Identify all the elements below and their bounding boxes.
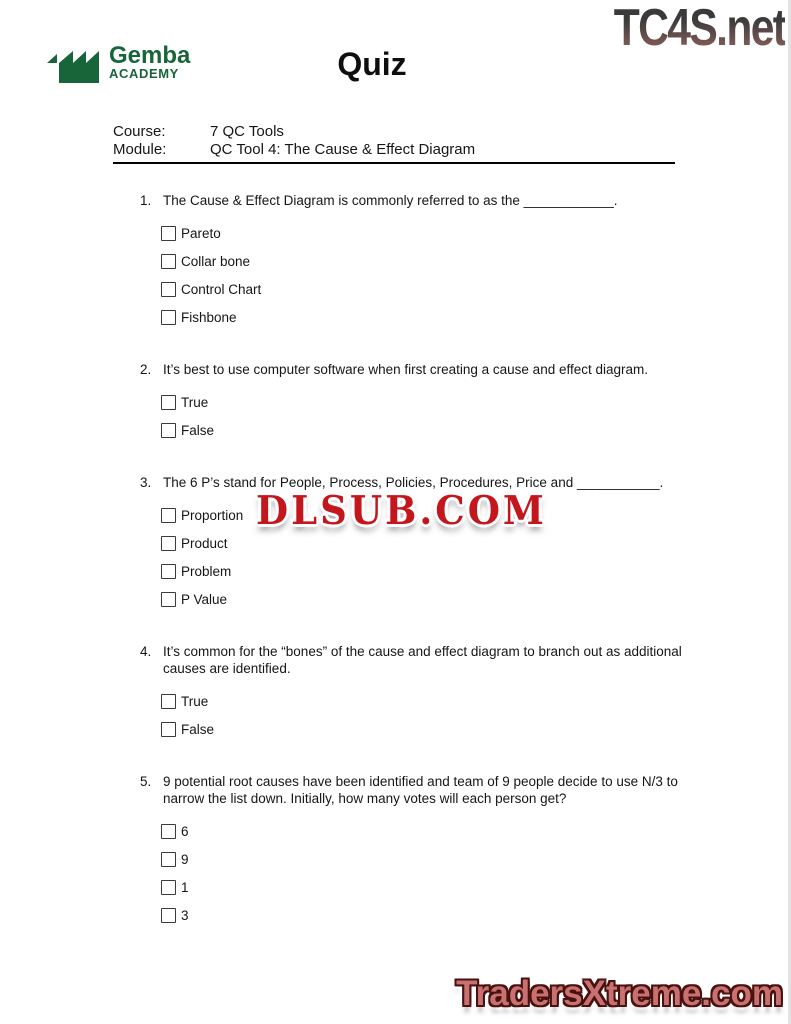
question-text: It’s common for the “bones” of the cause and effect diagram to branch out as additional causes are identified.	[163, 644, 682, 676]
answer-options	[161, 388, 688, 444]
module-row	[113, 141, 675, 159]
question-number: 2.	[140, 362, 152, 377]
option-label: Problem	[181, 563, 232, 579]
answer-option	[161, 219, 688, 247]
answer-option	[161, 585, 688, 613]
option-label: 6	[181, 823, 189, 839]
checkbox[interactable]	[161, 592, 176, 607]
answer-options	[161, 687, 688, 743]
option-label: Collar bone	[181, 253, 251, 269]
answer-option	[161, 687, 688, 715]
question-number: 4.	[140, 644, 152, 659]
question-number: 3.	[140, 475, 152, 490]
answer-option	[161, 416, 688, 444]
answer-option	[161, 845, 688, 873]
option-label: Control Chart	[181, 281, 262, 297]
question-number: 1.	[140, 193, 152, 208]
answer-option	[161, 247, 688, 275]
question-list	[140, 192, 688, 959]
course-module-block	[113, 123, 675, 164]
checkbox[interactable]	[161, 880, 176, 895]
question-text: 9 potential root causes have been identified and team of 9 people decide to use N/3 to narrow the list down. Initially, how many votes will each person get?	[163, 774, 678, 806]
option-label: Fishbone	[181, 309, 237, 325]
question-text: It’s best to use computer software when first creating a cause and effect diagram.	[163, 362, 649, 377]
answer-option	[161, 557, 688, 585]
module-label: Module:	[113, 141, 167, 158]
checkbox[interactable]	[161, 508, 176, 523]
question	[140, 192, 688, 331]
answer-option	[161, 817, 688, 845]
answer-option	[161, 715, 688, 743]
checkbox[interactable]	[161, 564, 176, 579]
question-row	[140, 773, 688, 807]
checkbox[interactable]	[161, 254, 176, 269]
checkbox[interactable]	[161, 536, 176, 551]
factory-icon	[46, 42, 102, 84]
question-number: 5.	[140, 774, 152, 789]
checkbox[interactable]	[161, 852, 176, 867]
logo-name: Gemba	[109, 42, 191, 69]
checkbox[interactable]	[161, 282, 176, 297]
checkbox[interactable]	[161, 824, 176, 839]
answer-option	[161, 873, 688, 901]
question-text: The 6 P’s stand for People, Process, Policies, Procedures, Price and ___________.	[163, 475, 664, 490]
option-label: 1	[181, 879, 189, 895]
checkbox[interactable]	[161, 310, 176, 325]
option-label: Proportion	[181, 507, 244, 523]
question-row	[140, 643, 688, 677]
checkbox[interactable]	[161, 423, 176, 438]
answer-options	[161, 817, 688, 929]
question-row	[140, 361, 688, 378]
option-label: Pareto	[181, 225, 221, 241]
answer-option	[161, 388, 688, 416]
option-label: True	[181, 394, 209, 410]
question-text: The Cause & Effect Diagram is commonly referred to as the ____________.	[163, 193, 618, 208]
answer-option	[161, 303, 688, 331]
question-row	[140, 192, 688, 209]
option-label: False	[181, 721, 215, 737]
watermark-dlsub: DLSUB.COM	[256, 487, 547, 534]
watermark-tc4s: TC4S.net	[613, 0, 785, 57]
checkbox[interactable]	[161, 226, 176, 241]
page-title: Quiz	[337, 46, 407, 82]
question	[140, 643, 688, 743]
answer-options	[161, 219, 688, 331]
checkbox[interactable]	[161, 908, 176, 923]
module-value: QC Tool 4: The Cause & Effect Diagram	[210, 141, 476, 158]
checkbox[interactable]	[161, 395, 176, 410]
option-label: 9	[181, 851, 189, 867]
course-value: 7 QC Tools	[210, 123, 284, 140]
answer-option	[161, 275, 688, 303]
logo-subtitle: ACADEMY	[109, 66, 179, 81]
option-label: Product	[181, 535, 228, 551]
course-row	[113, 123, 675, 141]
option-label: False	[181, 422, 215, 438]
answer-option	[161, 901, 688, 929]
question	[140, 773, 688, 929]
option-label: 3	[181, 907, 189, 923]
option-label: P Value	[181, 591, 228, 607]
gemba-academy-logo	[46, 42, 190, 84]
watermark-tradersxtreme: TradersXtreme.com	[456, 974, 783, 1013]
question	[140, 361, 688, 444]
checkbox[interactable]	[161, 694, 176, 709]
logo-text	[109, 42, 191, 81]
option-label: True	[181, 693, 209, 709]
checkbox[interactable]	[161, 722, 176, 737]
course-label: Course:	[113, 123, 166, 140]
